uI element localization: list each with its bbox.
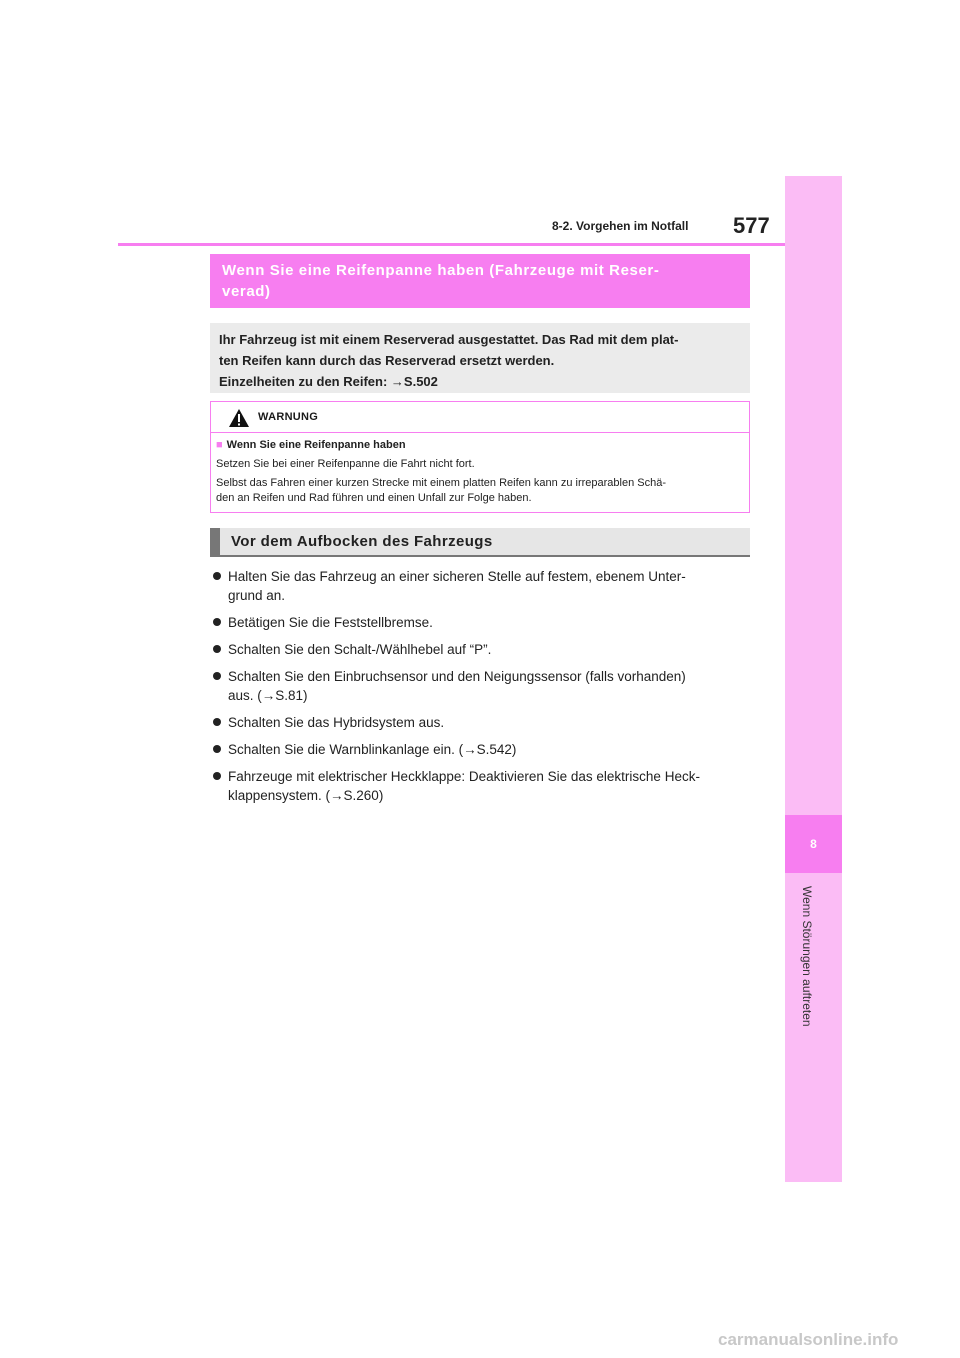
bullet-dot-icon (213, 772, 221, 780)
list-item-line1: Fahrzeuge mit elektrischer Heckklappe: Deaktivieren Sie das elektrische Heck- (228, 769, 700, 784)
warning-text-2-line2: den an Reifen und Rad führen und einen Unfall zur Folge haben. (216, 492, 532, 504)
list-item (210, 667, 730, 705)
warning-title: WARNUNG (258, 411, 319, 423)
arrow-icon: → (390, 374, 404, 389)
warning-subheading-text: Wenn Sie eine Reifenpanne haben (226, 439, 406, 451)
intro-line3-prefix: Einzelheiten zu den Reifen: (219, 374, 391, 389)
warning-triangle-icon (228, 408, 250, 428)
section-heading-line2: verad) (222, 283, 271, 300)
intro-line2: ten Reifen kann durch das Reserverad ersetzt werden. (219, 353, 555, 368)
list-item-line1: Schalten Sie den Schalt-/Wählhebel auf “P”. (228, 642, 492, 657)
list-item-line1: Schalten Sie das Hybridsystem aus. (228, 715, 445, 730)
list-item-line2: klappensystem. (→S.260) (228, 788, 384, 803)
warning-subheading (216, 438, 743, 453)
watermark: carmanualsonline.info (718, 1330, 899, 1349)
bullet-dot-icon (213, 618, 221, 626)
page-reference-link[interactable]: S.502 (403, 374, 438, 389)
list-item (210, 640, 730, 659)
section-heading-jacking: Vor dem Aufbocken des Fahrzeugs (210, 528, 750, 557)
header-divider (118, 243, 785, 246)
section-heading-flat-tire (210, 254, 750, 308)
list-item (210, 767, 730, 805)
checklist (210, 567, 730, 813)
list-item (210, 613, 730, 632)
warning-header (211, 402, 749, 433)
bullet-dot-icon (213, 745, 221, 753)
bullet-dot-icon (213, 718, 221, 726)
list-item (210, 713, 730, 732)
header-section-title: 8-2. Vorgehen im Notfall (552, 219, 689, 233)
warning-text-2-line1: Selbst das Fahren einer kurzen Strecke mit einem platten Reifen kann zu irreparablen Schä- (216, 477, 667, 489)
intro-box (210, 323, 750, 393)
warning-text-2 (216, 476, 743, 506)
intro-line3 (219, 371, 740, 392)
list-item (210, 567, 730, 605)
chapter-title: Wenn Störungen auftreten (800, 886, 814, 1027)
bullet-dot-icon (213, 572, 221, 580)
intro-line1: Ihr Fahrzeug ist mit einem Reserverad ausgestattet. Das Rad mit dem plat- (219, 332, 679, 347)
section-heading-line1: Wenn Sie eine Reifenpanne haben (Fahrzeuge mit Reser- (222, 262, 660, 279)
list-item-line1: Halten Sie das Fahrzeug an einer sicheren Stelle auf festem, ebenem Unter- (228, 569, 686, 584)
list-item-line1: Schalten Sie die Warnblinkanlage ein. (→S.542) (228, 742, 517, 757)
page-number: 577 (733, 213, 770, 238)
chapter-number: 8 (785, 815, 842, 873)
chapter-side-tab (785, 176, 842, 1182)
bullet-dot-icon (213, 672, 221, 680)
warning-text-1: Setzen Sie bei einer Reifenpanne die Fahrt nicht fort. (216, 458, 475, 470)
square-bullet-icon: ■ (216, 439, 223, 451)
list-item-line1: Betätigen Sie die Feststellbremse. (228, 615, 433, 630)
list-item-line2: grund an. (228, 588, 286, 603)
bullet-dot-icon (213, 645, 221, 653)
list-item-line2: aus. (→S.81) (228, 688, 308, 703)
warning-box (210, 401, 750, 513)
list-item-line1: Schalten Sie den Einbruchsensor und den Neigungssensor (falls vorhanden) (228, 669, 686, 684)
warning-body (211, 433, 749, 506)
list-item (210, 740, 730, 759)
